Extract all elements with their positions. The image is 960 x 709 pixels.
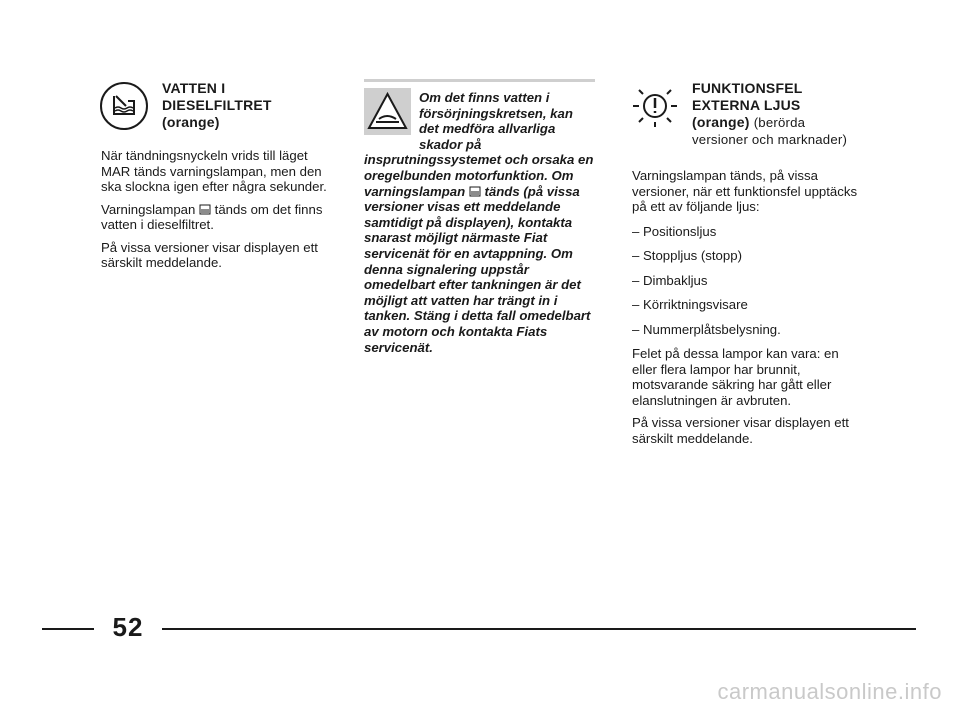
heading-line: FUNKTIONSFEL <box>692 80 803 96</box>
paragraph: Varningslampan tänds, på vissa versioner, när ett funktionsfel upptäcks på ett av följande ljus: <box>632 168 858 214</box>
water-in-fuel-icon <box>100 82 148 130</box>
warning-triangle-icon <box>364 88 411 135</box>
paragraph: På vissa versioner visar displayen ett särskilt meddelande. <box>632 415 849 446</box>
list-item: – Körriktningsvisare <box>632 297 748 312</box>
paragraph: På vissa versioner visar displayen ett särskilt meddelande. <box>101 239 318 270</box>
water-in-fuel-icon <box>469 186 481 197</box>
light-fault-text <box>632 168 864 453</box>
heading-line: VATTEN I <box>162 80 226 96</box>
paragraph <box>101 202 333 233</box>
footer-rule-right <box>162 628 916 630</box>
exterior-light-fault-icon <box>631 82 679 130</box>
heading-line: EXTERNA LJUS <box>692 97 801 113</box>
list-item: – Stoppljus (stopp) <box>632 248 742 263</box>
water-in-fuel-text <box>101 148 333 278</box>
watermark: carmanualsonline.info <box>717 679 942 704</box>
water-in-fuel-icon <box>199 204 211 215</box>
text-fragment: Varningslampan <box>101 201 196 217</box>
text-fragment: (orange) <box>692 114 750 130</box>
warning-box <box>364 79 595 355</box>
paragraph: När tändningsnyckeln vrids till läget MAR tänds varningslampan, men den ska slockna igen efter några sekunder. <box>101 148 327 194</box>
text-fragment: tänds om det finns vatten i dieselfiltret. <box>101 201 323 232</box>
water-in-fuel-heading <box>162 80 272 131</box>
light-fault-heading <box>692 80 872 148</box>
footer-rule-left <box>42 628 94 630</box>
heading-line: DIESELFILTRET <box>162 97 272 113</box>
page-number: 52 <box>112 612 144 642</box>
heading-line: (orange) <box>162 114 220 130</box>
list-item: – Nummerplåtsbelysning. <box>632 321 781 337</box>
text-fragment: (berörda <box>753 115 806 130</box>
text-fragment: Om det finns vatten i försörjningskretsen, kan det medföra allvarliga skador på insprutningssystemet och orsaka en oregelbunden motorfunktion. Om varningslampan <box>364 90 594 199</box>
paragraph: Felet på dessa lampor kan vara: en eller flera lampor har brunnit, motsvarande säkring har gått eller elanslutningen är avbruten. <box>632 346 839 408</box>
heading-line: versioner och marknader) <box>692 132 848 147</box>
list-item: – Dimbakljus <box>632 272 708 288</box>
heading-line <box>692 114 872 131</box>
text-fragment: tänds (på vissa versioner visas ett meddelande samtidigt på displayen), kontakta snarast möjligt närmaste Fiat servicenät för en avtappning. Om denna signalering uppstår omedelbart efter tankningen är det möjligt att vatten har trängt in i tanken. Stäng i detta fall omedelbart av motorn och kontakta Fiats servicenät. <box>364 183 591 355</box>
list-item: – Positionsljus <box>632 223 717 239</box>
